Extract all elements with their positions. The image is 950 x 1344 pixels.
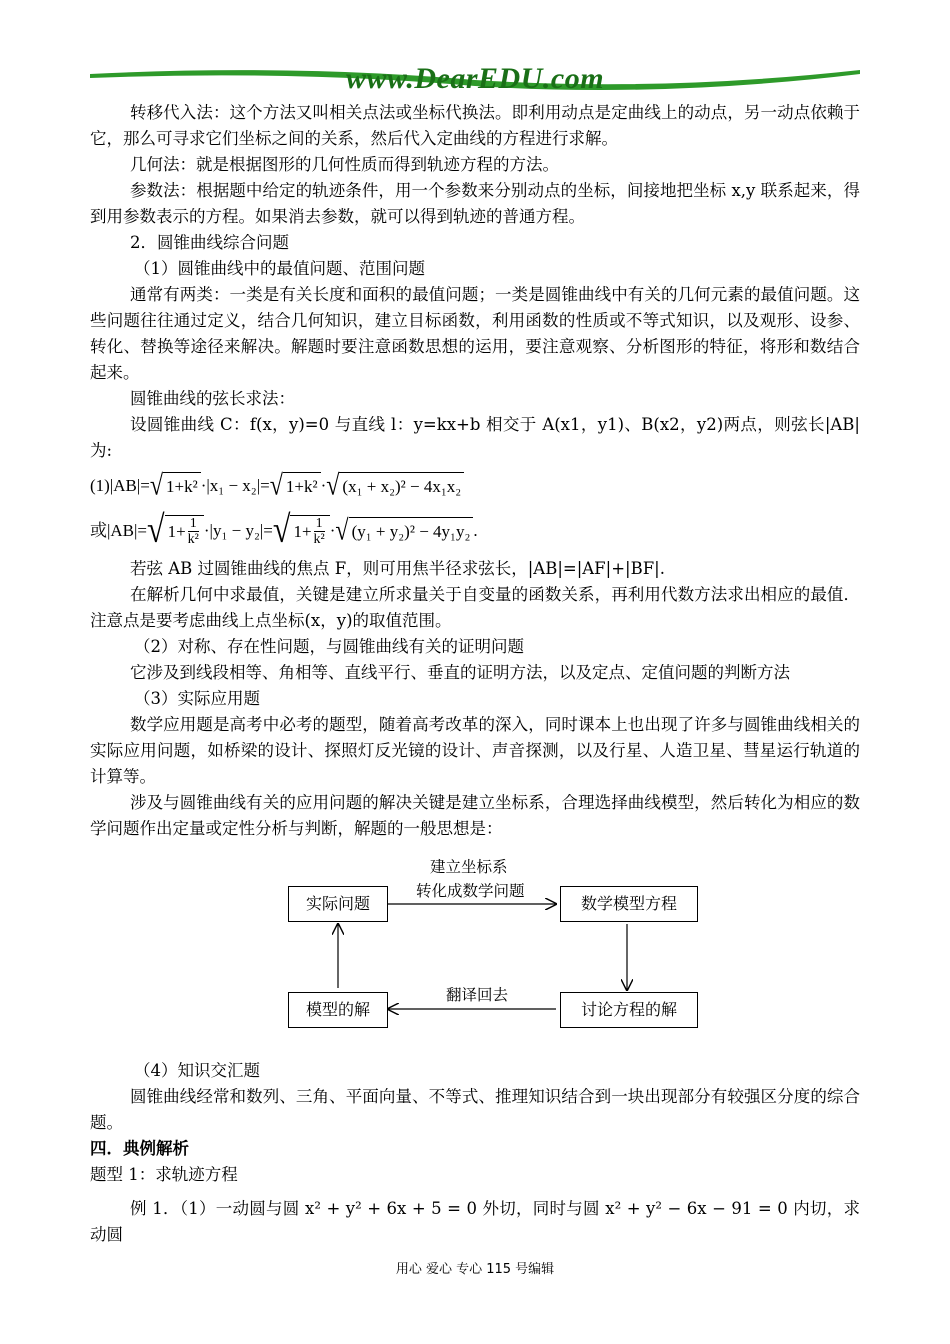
formula-text: (1)|AB|= <box>90 476 150 495</box>
model-solution-box: 模型的解 <box>288 992 388 1028</box>
subsection-heading: （2）对称、存在性问题，与圆锥曲线有关的证明问题 <box>134 637 524 656</box>
arrow-label-translate-back: 翻译回去 <box>446 986 509 1004</box>
paragraph: 涉及与圆锥曲线有关的应用问题的解决关键是建立坐标系，合理选择曲线模型，然后转化为相应的数学问题作出定量或定性分析与判断，解题的一般思想是： <box>90 793 860 838</box>
subsection-heading: （3）实际应用题 <box>134 689 260 708</box>
paragraph: 几何法：就是根据图形的几何性质而得到轨迹方程的方法。 <box>130 155 559 174</box>
section-heading: 四．典例解析 <box>90 1139 189 1158</box>
sqrt-expression: √ 1+k² <box>150 472 201 500</box>
paragraph: 参数法：根据题中给定的轨迹条件，用一个参数来分别动点的坐标，间接地把坐标 x,y 联系起来，得到用参数表示的方程。如果消去参数，就可以得到轨迹的普通方程。 <box>90 181 860 226</box>
site-logo[interactable]: www.DearEDU.com <box>345 62 605 95</box>
sqrt-expression: √ 1+ $\frac{1}{\text{k²}}$ <box>273 515 330 547</box>
paragraph: 它涉及到线段相等、角相等、直线平行、垂直的证明方法，以及定点、定值问题的判断方法 <box>130 663 790 682</box>
subsection-heading: 题型 1：求轨迹方程 <box>90 1165 238 1184</box>
paragraph: 例 1．（1）一动圆与圆 x² + y² + 6x + 5 = 0 外切，同时与圆 x² + y² − 6x − 91 = 0 内切，求动圆 <box>90 1199 860 1244</box>
fraction-numerator: 1 <box>189 516 197 531</box>
sqrt-radicand: (y₁ + y₂)² − 4y₁y₂ <box>349 517 474 545</box>
formula-text: · <box>329 521 336 540</box>
paragraph: 在解析几何中求最值，关键是建立所求量关于自变量的函数关系，再利用代数方法求出相应的最值．注意点是要考虑曲线上点坐标(x，y)的取值范围。 <box>90 585 860 630</box>
paragraph: 圆锥曲线的弦长求法： <box>130 389 295 408</box>
formula-text: . <box>473 521 478 540</box>
flow-diagram <box>90 854 860 1054</box>
arrow-label-coordinate-system: 建立坐标系 <box>430 858 508 876</box>
sqrt-radicand: 1+k² <box>163 472 201 500</box>
fraction-numerator: 1 <box>315 516 323 531</box>
discuss-equation-solution-box: 讨论方程的解 <box>560 992 698 1028</box>
paragraph: 数学应用题是高考中必考的题型，随着高考改革的深入，同时课本上也出现了许多与圆锥曲线相关的实际应用问题，如桥梁的设计、探照灯反光镜的设计、声音探测，以及行星、人造卫星、彗星运行轨道的计算等。 <box>90 715 860 786</box>
chord-length-formula-2 <box>90 508 860 554</box>
paragraph: 若弦 AB 过圆锥曲线的焦点 F，则可用焦半径求弦长，|AB|=|AF|+|BF|. <box>130 559 665 578</box>
fraction-denominator: k² <box>187 532 199 547</box>
fraction <box>188 516 199 547</box>
site-header <box>90 58 860 98</box>
sqrt-radicand: (x₁ + x₂)² − 4x₁x₂ <box>339 472 464 500</box>
formula-text: 或|AB|= <box>90 521 148 540</box>
sqrt-expression: √ 1+k² <box>270 472 321 500</box>
paragraph: 设圆锥曲线 C：f(x，y)=0 与直线 l：y=kx+b 相交于 A(x1，y1)、B(x2，y2)两点，则弦长|AB|为: <box>90 415 860 460</box>
subsection-heading: （1）圆锥曲线中的最值问题、范围问题 <box>134 259 425 278</box>
chord-length-formula-1 <box>90 468 860 504</box>
paragraph: 圆锥曲线经常和数列、三角、平面向量、不等式、推理知识结合到一块出现部分有较强区分度的综合题。 <box>90 1087 860 1132</box>
formula-text: 1+ <box>167 521 186 541</box>
sqrt-radicand: 1+k² <box>283 472 321 500</box>
math-model-equation-box: 数学模型方程 <box>560 886 698 922</box>
real-problem-box: 实际问题 <box>288 886 388 922</box>
paragraph: 通常有两类：一类是有关长度和面积的最值问题；一类是圆锥曲线中有关的几何元素的最值问题。这些问题往往通过定义，结合几何知识，建立目标函数，利用函数的性质或不等式知识，以及观形、设参、转化、替换等途径来解决。解题时要注意函数思想的运用，要注意观察、分析图形的特征，将形和数结合起来。 <box>90 285 860 382</box>
fraction <box>314 516 325 547</box>
section-heading: 2．圆锥曲线综合问题 <box>130 233 289 252</box>
page-footer: 用心 爱心 专心 115 号编辑 <box>395 1262 555 1277</box>
formula-text: ·|y₁ − y₂|= <box>203 521 273 540</box>
arrow-label-convert: 转化成数学问题 <box>416 882 525 900</box>
sqrt-expression: √ 1+ $\frac{1}{\text{k²}}$ <box>147 515 204 547</box>
sqrt-expression: √ (x₁ + x₂)² − 4x₁x₂ <box>326 472 464 500</box>
subsection-heading: （4）知识交汇题 <box>134 1061 260 1080</box>
formula-text: ·|x₁ − x₂|= <box>200 476 270 495</box>
document-body <box>90 100 860 1248</box>
paragraph: 转移代入法：这个方法又叫相关点法或坐标代换法。即利用动点是定曲线上的动点，另一动点依赖于它，那么可寻求它们坐标之间的关系，然后代入定曲线的方程进行求解。 <box>90 103 860 148</box>
formula-text: 1+ <box>293 521 312 541</box>
formula-text: · <box>320 476 327 495</box>
sqrt-expression: √ (y₁ + y₂)² − 4y₁y₂ <box>335 517 473 545</box>
fraction-denominator: k² <box>313 532 325 547</box>
